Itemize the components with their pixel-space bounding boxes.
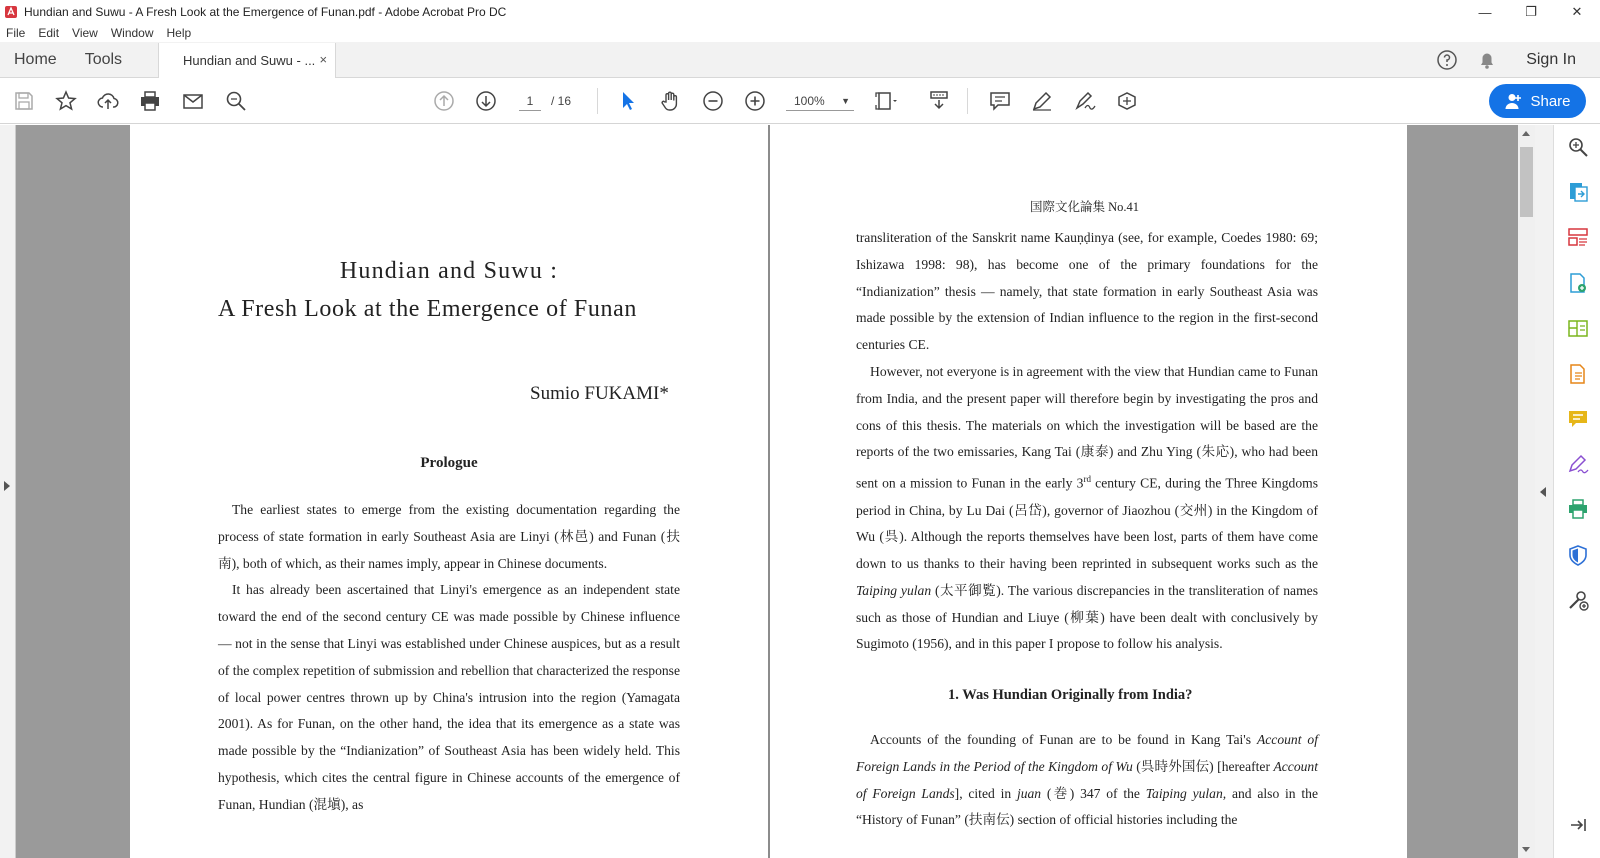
page-fit-icon[interactable] [872,88,898,114]
pdf-page-1 [130,125,768,858]
star-icon[interactable] [53,88,79,114]
combine-files-icon[interactable] [1566,362,1590,386]
menu-edit[interactable]: Edit [38,26,60,40]
arrow-up-circle-icon[interactable] [431,88,457,114]
create-pdf-icon[interactable] [1566,271,1590,295]
chevron-right-icon [4,481,10,491]
fill-sign-icon[interactable] [1566,452,1590,476]
title-bar [0,0,1600,24]
share-button[interactable] [1489,84,1586,118]
stamp-icon[interactable] [1114,88,1140,114]
zoom-value: 100% [794,94,825,108]
help-icon[interactable] [1436,49,1458,71]
print-icon[interactable] [137,88,163,114]
paper-title: Hundian and Suwu : [339,258,559,284]
scroll-up-icon[interactable] [1522,131,1530,136]
tab-home[interactable]: Home [14,50,57,68]
paragraph: Accounts of the founding of Funan are to be found in Kang Tai's Account of Foreign Lands in the Period of the Kingdom of Wu (呉時外国伝) [hereafter Account of Foreign Lands], cited in juan (巻) 347 of the Taiping yulan, and also in the “History of Funan” (扶南伝) section of official histories including the [856,732,1318,828]
search-icon[interactable] [223,88,249,114]
paragraph: The earliest states to emerge from the existing documentation regarding the process of state formation in early Southeast Asia are Linyi (林邑) and Funan (扶南), both of which, as their names imply, appear in Chinese documents. [218,502,680,571]
toolbar-divider [967,88,968,114]
paragraph: It has already been ascertained that Linyi's emergence as an independent state toward the end of the second century CE was made possible by Chinese influence — not in the sense that Linyi was established under Chinese auspices, but as a result of the complex repetition of submission and rebellion that characterized the response of local power centres thrown up by China's intrusion into the region (Yamagata 2001). As for Funan, on the other hand, the idea that its emergence as a state was made possible by the “Indianization” of Southeast Asia has been widely held. This hypothesis, which cites the central figure in Chinese accounts of the emergence of Funan, Hundian (混塡), as [218,582,680,812]
page-number-input[interactable]: 1 [519,91,541,111]
collapse-pane-icon[interactable] [1566,813,1590,837]
left-panel-toggle[interactable] [0,125,16,858]
right-pane-toggle[interactable] [1535,125,1553,858]
minus-circle-icon[interactable] [700,88,726,114]
more-tools-icon[interactable] [1566,588,1590,612]
mail-icon[interactable] [180,88,206,114]
toolbar [0,78,1600,124]
sign-icon[interactable] [1072,88,1098,114]
tab-document-label: Hundian and Suwu - ... [183,53,316,68]
zoom-tool-icon[interactable] [1566,135,1590,159]
comment-icon[interactable] [987,88,1013,114]
cloud-upload-icon[interactable] [95,88,121,114]
zoom-select[interactable] [786,91,854,111]
menu-window[interactable]: Window [110,26,154,40]
acrobat-icon [4,5,18,19]
body-text [218,497,680,819]
sign-in-link[interactable]: Sign In [1526,50,1576,68]
section-heading: Prologue [420,455,478,471]
export-pdf-icon[interactable] [1566,180,1590,204]
paragraph: However, not everyone is in agreement with the view that Hundian came to Funan from India, and the present paper will therefore begin by investigating the pros and cons of this thesis. The materials on which the investigation will be based are the reports of the two emissaries, Kang Tai (康泰) and Zhu Ying (朱応), who had been sent on a mission to Funan in the early 3rd century CE, during the Three Kingdoms period in China, by Lu Dai (呂岱), governor of Jiaozhou (交州) in the Kingdom of Wu (呉). Although the reports themselves have been lost, parts of them have come down to us thanks to their having been reprinted in subsequent works such as the Taiping yulan (太平御覧). The various discrepancies in the transliteration of names such as those of Hundian and Liuye (柳葉) have been dealt with conclusively by Sugimoto (1956), and in this paper I propose to follow his analysis. [856,363,1318,652]
pen-icon[interactable] [1029,88,1055,114]
tab-tools[interactable]: Tools [84,50,123,68]
share-label: Share [1530,92,1571,110]
menu-file[interactable]: File [6,26,26,40]
edit-pdf-icon[interactable] [1566,316,1590,340]
protect-icon[interactable] [1566,543,1590,567]
hand-icon[interactable] [657,88,683,114]
tab-close-button[interactable]: × [319,52,328,67]
chevron-down-icon: ▼ [841,96,850,106]
paper-author: Sumio FUKAMI* [530,383,669,404]
scroll-down-icon[interactable] [1522,847,1530,852]
tab-bar [0,42,1600,78]
minimize-button[interactable]: — [1478,4,1492,20]
menu-bar [0,24,1600,42]
menu-view[interactable]: View [72,26,98,40]
tools-pane [1553,125,1600,858]
plus-circle-icon[interactable] [742,88,768,114]
scroll-mode-icon[interactable] [926,88,952,114]
tab-document[interactable] [158,43,336,78]
window-title: Hundian and Suwu - A Fresh Look at the Emergence of Funan.pdf - Adobe Acrobat Pro DC [24,5,507,19]
arrow-down-circle-icon[interactable] [473,88,499,114]
close-window-button[interactable]: ✕ [1571,4,1583,19]
toolbar-divider [597,88,598,114]
comment-tool-icon[interactable] [1566,407,1590,431]
maximize-button[interactable]: ❐ [1525,4,1537,19]
save-icon[interactable] [11,88,37,114]
organize-pages-icon[interactable] [1566,225,1590,249]
scroll-thumb[interactable] [1520,147,1533,217]
cursor-icon[interactable] [615,88,641,114]
add-person-icon [1504,92,1522,110]
body-text [856,225,1318,658]
bell-icon[interactable] [1476,49,1498,71]
vertical-scrollbar[interactable] [1518,125,1535,858]
print-production-icon[interactable] [1566,497,1590,521]
menu-help[interactable]: Help [166,26,192,40]
section-heading: 1. Was Hundian Originally from India? [948,687,1193,703]
document-viewport[interactable] [0,125,1566,858]
chevron-left-icon [1540,487,1546,497]
body-text [856,727,1318,834]
page-total: / 16 [551,94,572,108]
running-header: 国際文化論集 No.41 [1030,200,1140,214]
paper-subtitle: A Fresh Look at the Emergence of Funan [218,296,637,322]
paragraph: transliteration of the Sanskrit name Kauṇḍinya (see, for example, Coedes 1980: 69; Ishizawa 1998: 98), has become one of the primary foundations for the “Indianization” thesis — namely, that state formation in early Southeast Asia was made possible by the extension of Indian influence to the region in the first-second centuries CE. [856,230,1318,353]
pdf-page-2 [770,125,1407,858]
